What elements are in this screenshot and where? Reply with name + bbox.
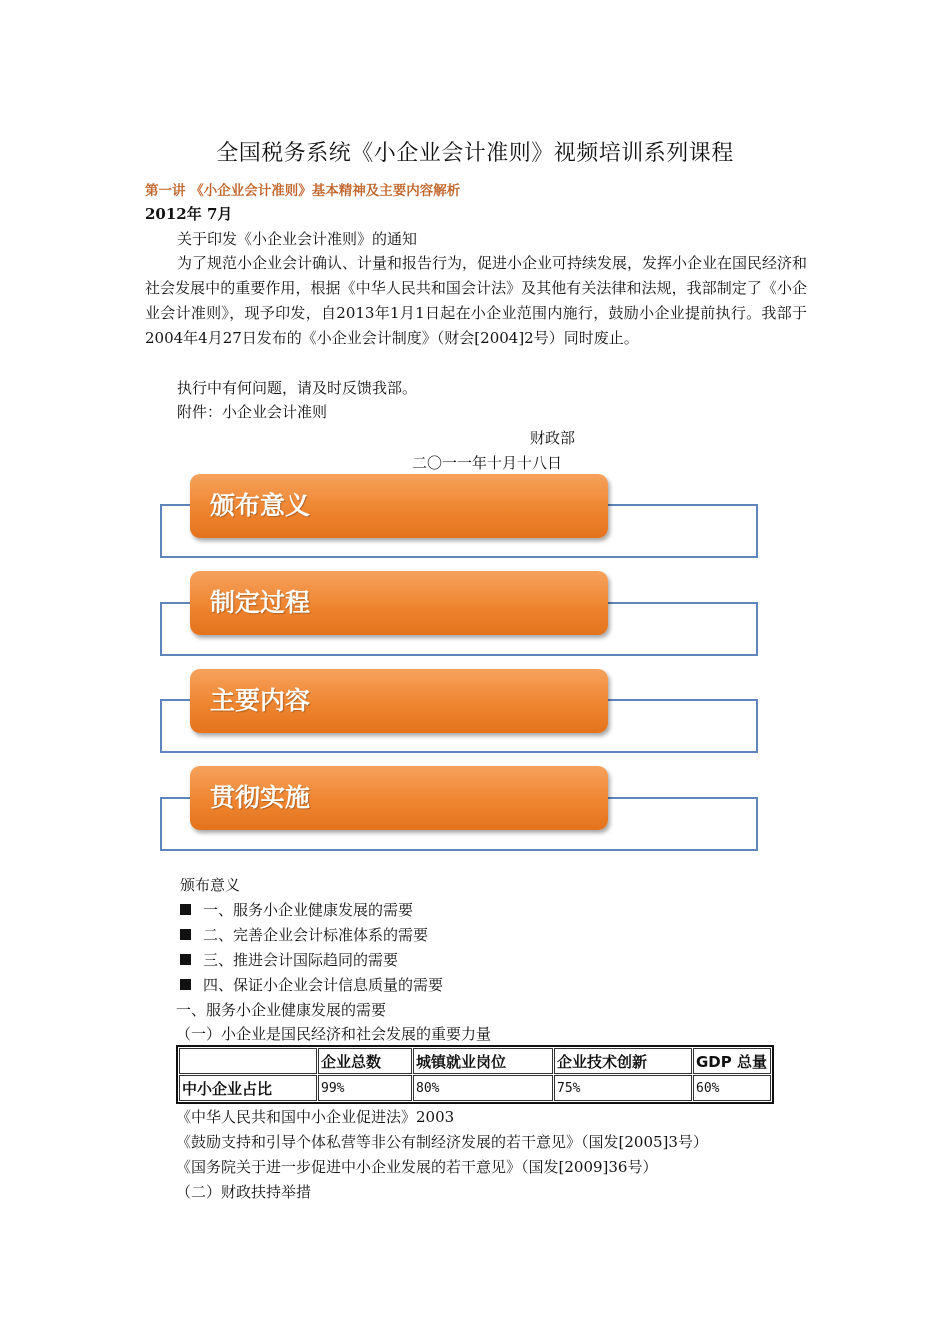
table-cell: 99% — [318, 1075, 412, 1101]
table-header-cell: 企业技术创新 — [554, 1048, 692, 1074]
square-bullet-icon — [180, 954, 191, 965]
reference-item: 《国务院关于进一步促进中小企业发展的若干意见》（国发[2009]36号） — [176, 1158, 658, 1176]
square-bullet-icon — [180, 929, 191, 940]
notice-feedback: 执行中有何问题，请及时反馈我部。 — [177, 379, 418, 397]
notice-body: 为了规范小企业会计确认、计量和报告行为，促进小企业可持续发展，发挥小企业在国民经济和社会发展中的重要作用，根据《中华人民共和国会计法》及其他有关法律和法规，我部制定了《小企业会计准则》，现予印发，自2013年1月1日起在小企业范围内施行，鼓励小企业提前执行。我部于2004年4月27日发布的《小企业会计制度》（财会[2004]2号）同时废止。 — [145, 254, 808, 347]
list-item: 四、保证小企业会计信息质量的需要 — [180, 974, 443, 995]
square-bullet-icon — [180, 979, 191, 990]
section-heading: 一、服务小企业健康发展的需要 — [176, 1001, 387, 1019]
document-date: 2012年 7月 — [145, 205, 233, 223]
table-cell: 60% — [693, 1075, 771, 1101]
reference-item: 《中华人民共和国中小企业促进法》2003 — [176, 1108, 455, 1126]
diagram-item-content: 主要内容 — [190, 669, 608, 733]
notice-issue-date: 二〇一一年十月十八日 — [412, 454, 563, 472]
notice-heading: 关于印发《小企业会计准则》的通知 — [177, 230, 418, 248]
table-cell: 80% — [413, 1075, 553, 1101]
topic-diagram — [160, 470, 760, 860]
table-header-cell: 城镇就业岗位 — [413, 1048, 553, 1074]
table-header-cell: 企业总数 — [318, 1048, 412, 1074]
reference-item: 《鼓励支持和引导个体私营等非公有制经济发展的若干意见》（国发[2005]3号） — [176, 1133, 708, 1151]
table-row-label: 中小企业占比 — [179, 1075, 317, 1101]
square-bullet-icon — [180, 904, 191, 915]
notice-attachment: 附件：小企业会计准则 — [177, 403, 328, 421]
document-title: 全国税务系统《小企业会计准则》视频培训系列课程 — [216, 141, 734, 166]
subsection-heading: （二）财政扶持举措 — [176, 1183, 312, 1201]
table-header-row — [179, 1048, 771, 1074]
list-item: 二、完善企业会计标准体系的需要 — [180, 924, 428, 945]
lecture-heading: 第一讲 《小企业会计准则》基本精神及主要内容解析 — [145, 183, 461, 199]
significance-heading: 颁布意义 — [180, 876, 241, 894]
diagram-item-significance: 颁布意义 — [190, 474, 608, 538]
list-item: 三、推进会计国际趋同的需要 — [180, 949, 398, 970]
sme-share-table — [176, 1045, 774, 1104]
table-header-cell — [179, 1048, 317, 1074]
diagram-item-implementation: 贯彻实施 — [190, 766, 608, 830]
table-header-cell: GDP 总量 — [693, 1048, 771, 1074]
list-item: 一、服务小企业健康发展的需要 — [180, 899, 413, 920]
diagram-item-process: 制定过程 — [190, 571, 608, 635]
notice-issuer: 财政部 — [530, 429, 576, 447]
subsection-heading: （一）小企业是国民经济和社会发展的重要力量 — [176, 1025, 492, 1043]
table-cell: 75% — [554, 1075, 692, 1101]
table-row — [179, 1075, 771, 1101]
